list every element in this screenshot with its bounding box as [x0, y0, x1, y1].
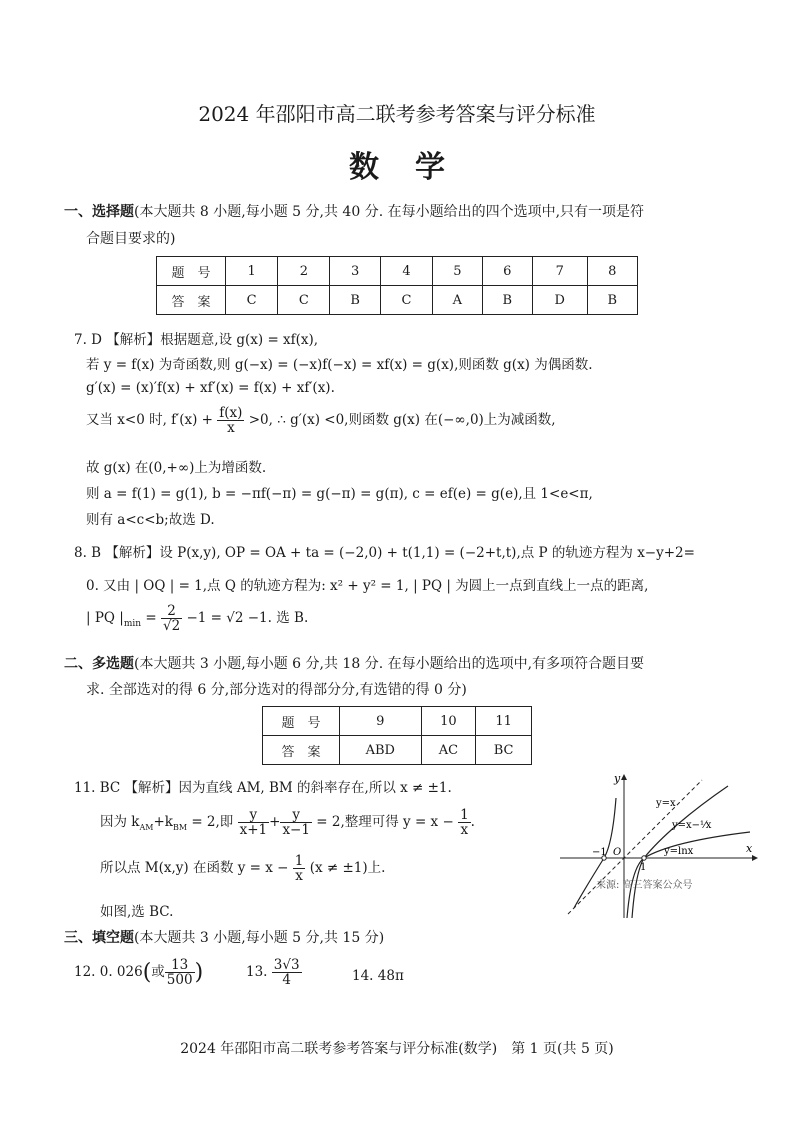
table-cell: 4: [380, 257, 432, 286]
y-axis-arrow: [621, 774, 627, 780]
q11-line-2: 因为 $k_{AM}+k_{BM} = 2$,即 $\frac{y}{x+1}$ + $\frac{y}{x-1}$ = 2,整理可得 y = x − $\frac{1}{x}$ .: [100, 807, 475, 839]
table-cell: 7: [533, 257, 588, 286]
table-cell: 1: [226, 257, 278, 286]
row-label: 题 号: [157, 257, 226, 286]
section2-desc-1: (本大题共 3 小题,每小题 6 分,共 18 分. 在每小题给出的选项中,有多项符合题目要: [134, 656, 645, 672]
q12-frac-num: 13: [165, 958, 195, 973]
table-cell: 8: [587, 257, 637, 286]
x-axis-label: x: [746, 842, 753, 855]
q8-fraction: [161, 604, 182, 633]
q11-f4-num: 1: [294, 853, 304, 869]
q11-eq: = 2,即: [191, 814, 234, 831]
q7-line-1: 7. D 【解析】根据题意,设 g(x) = xf(x),: [74, 332, 319, 348]
q8-eq: =: [145, 610, 157, 627]
q12-frac-den: 500: [166, 972, 193, 989]
q7-fraction: [217, 406, 244, 435]
table-cell: A: [433, 286, 483, 315]
q11-plusk: +k: [153, 814, 173, 831]
q11-line-3: [100, 854, 385, 883]
table-cell: 9: [340, 707, 422, 736]
table-row: [263, 736, 532, 765]
q13-frac-num: 3√3: [273, 957, 300, 973]
neg-one-label: −1: [592, 847, 607, 858]
q11-frac-2: [280, 808, 312, 837]
q12-value: 12. 0. 026: [74, 964, 143, 981]
table-cell: 6: [482, 257, 532, 286]
function-graph: [560, 772, 760, 920]
q7-line-3: g′(x) = (x)′f(x) + xf′(x) = f(x) + xf′(x).: [86, 380, 335, 396]
table-row: [263, 707, 532, 736]
q13-frac-den: 4: [282, 972, 291, 989]
q13-answer: [246, 958, 302, 987]
q7-frac-den: x: [227, 420, 235, 437]
subject-heading: 数学: [349, 150, 481, 185]
section2-answer-table: [262, 706, 532, 765]
section2-heading-line: [64, 653, 644, 673]
q11-f3-den: x: [460, 822, 469, 839]
table-cell: 11: [476, 707, 532, 736]
section1-desc-2: 合题目要求的): [86, 231, 176, 247]
q11-f4-den: x: [295, 868, 303, 885]
q11-f2-num: y: [280, 808, 312, 823]
row-label: 答 案: [263, 736, 340, 765]
section1-heading-line: [64, 201, 644, 221]
q8-post: −1 = √2 −1. 选 B.: [186, 610, 309, 627]
q11-k: 因为 k: [100, 814, 140, 831]
table-cell: 10: [421, 707, 476, 736]
q8-frac-den: √2: [162, 618, 181, 635]
q11-f2-den: x−1: [282, 822, 310, 839]
curve-ln-x: [627, 832, 750, 918]
table-row: [157, 257, 638, 286]
table-cell: C: [226, 286, 278, 315]
q7-line-7: 则有 a<c<b;故选 D.: [86, 512, 215, 528]
q8-frac-num: 2: [161, 604, 182, 619]
section2-desc-2: 求. 全部选对的得 6 分,部分选对的得部分分,有选错的得 0 分): [86, 682, 467, 698]
curve-label-y-eq-x: y=x: [656, 798, 676, 809]
q8-min: min: [123, 618, 142, 629]
table-cell: AC: [421, 736, 476, 765]
watermark-text: 来源: 高三答案公众号: [596, 880, 693, 891]
section1-heading: 一、选择题: [64, 204, 134, 220]
q8-line-3: [86, 604, 308, 633]
q14-answer: 14. 48π: [352, 968, 404, 984]
point-one: [642, 856, 646, 860]
q7-line-2: 若 y = f(x) 为奇函数,则 g(−x) = (−x)f(−x) = xf(x) = g(x),则函数 g(x) 为偶函数.: [86, 357, 593, 373]
q11-sub-am: AM: [139, 822, 154, 832]
q11-line-4: 如图,选 BC.: [100, 904, 174, 920]
table-cell: 2: [278, 257, 330, 286]
row-label: 答 案: [157, 286, 226, 315]
q7-line-4: [86, 406, 556, 435]
page-title: 2024 年邵阳市高二联考参考答案与评分标准: [198, 102, 596, 126]
q11-line-1: 11. BC 【解析】因为直线 AM, BM 的斜率存在,所以 x ≠ ±1.: [74, 780, 452, 796]
curve-label-x-minus-inv-x: y=x−⅟x: [672, 820, 712, 831]
q12-or: 或: [151, 964, 165, 981]
table-cell: B: [330, 286, 380, 315]
q7-frac-num: f(x): [219, 405, 243, 421]
q11-sub-bm: BM: [172, 822, 188, 832]
section3-desc: (本大题共 3 小题,每小题 5 分,共 15 分): [134, 930, 385, 946]
section1-answer-table: [156, 256, 638, 315]
q11-f1-den: x+1: [239, 822, 268, 839]
table-cell: C: [278, 286, 330, 315]
q11-frac-1: [238, 808, 270, 837]
q11-frac-4: [293, 854, 306, 883]
q11-post: = 2,整理可得 y = x −: [316, 814, 454, 831]
q11-l3-pre: 所以点 M(x,y) 在函数 y = x −: [100, 860, 289, 877]
section3-heading-line: [64, 927, 384, 947]
table-cell: B: [482, 286, 532, 315]
q12-answer: 12. 0. 026(或 $\frac{13}{500}$ ): [74, 957, 204, 989]
q13-fraction: [272, 958, 302, 987]
table-cell: 3: [330, 257, 380, 286]
q11-f3-num: 1: [460, 807, 469, 823]
q13-label: 13.: [246, 964, 268, 981]
section3-heading: 三、填空题: [64, 930, 134, 946]
section1-desc-1: (本大题共 8 小题,每小题 5 分,共 40 分. 在每小题给出的四个选项中,只有一项是符: [134, 204, 645, 220]
q11-f1-num: y: [238, 808, 270, 823]
page-footer: 2024 年邵阳市高二联考参考答案与评分标准(数学) 第 1 页(共 5 页): [180, 1041, 614, 1057]
x-axis-arrow: [752, 855, 758, 861]
q8-line-2: 0. 又由 | OQ | = 1,点 Q 的轨迹方程为: x² + y² = 1, | PQ | 为圆上一点到直线上一点的距离,: [86, 578, 649, 594]
section2-heading: 二、多选题: [64, 656, 134, 672]
q7-line-6: 则 a = f(1) = g(1), b = −πf(−π) = g(−π) = g(π), c = ef(e) = g(e),且 1<e<π,: [86, 486, 593, 502]
row-label: 题 号: [263, 707, 340, 736]
q7-l4-pre: 又当 x<0 时, f′(x) +: [86, 412, 213, 429]
q8-line-1: 8. B 【解析】设 P(x,y), OP = OA + ta = (−2,0) + t(1,1) = (−2+t,t),点 P 的轨迹方程为 x−y+2=: [74, 545, 695, 561]
table-cell: B: [587, 286, 637, 315]
one-label: 1: [640, 862, 647, 873]
table-cell: 5: [433, 257, 483, 286]
q7-line-5: 故 g(x) 在(0,+∞)上为增函数.: [86, 460, 267, 476]
q11-l3-post: (x ≠ ±1)上.: [309, 860, 386, 877]
q7-l4-post: >0, ∴ g′(x) <0,则函数 g(x) 在(−∞,0)上为减函数,: [248, 412, 556, 429]
q11-plus: +: [269, 814, 281, 831]
table-row: [157, 286, 638, 315]
q11-frac-3: [458, 808, 471, 837]
table-cell: ABD: [340, 736, 422, 765]
table-cell: C: [380, 286, 432, 315]
origin-label: O: [613, 847, 622, 858]
q12-fraction: [165, 958, 195, 987]
curve-label-ln-x: y=lnx: [664, 846, 694, 857]
q8-pq: | PQ |: [86, 610, 124, 627]
table-cell: D: [533, 286, 588, 315]
y-axis-label: y: [614, 772, 621, 785]
table-cell: BC: [476, 736, 532, 765]
